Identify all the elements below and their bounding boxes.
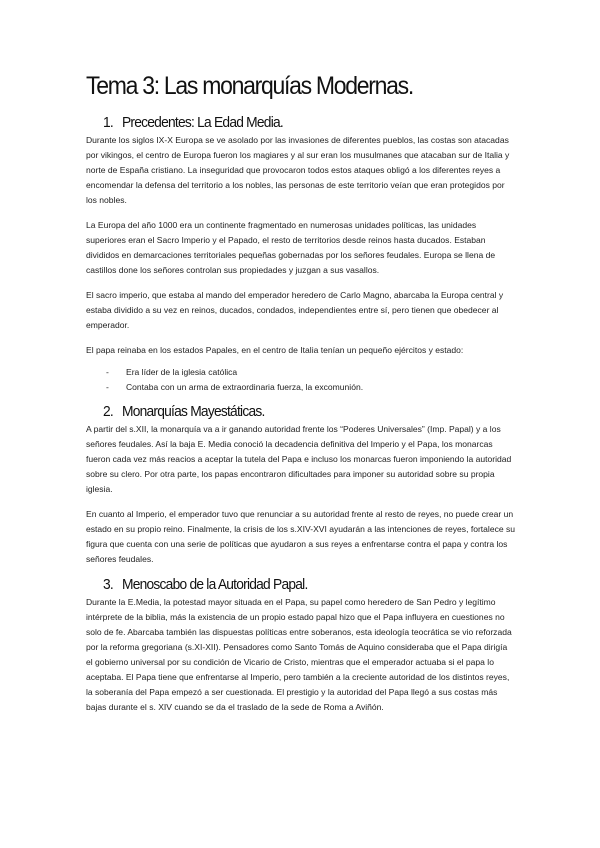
list-item — [106, 365, 515, 380]
paragraph: Durante los siglos IX-X Europa se ve asolado por las invasiones de diferentes pueblos, las costas son atacadas por vikingos, el centro de Europa fueron los magiares y al sur eran los musulmanes que atacaban sur de Italia y norte de España cristiano. La inseguridad que provocaron todos estos ataques obligó a los diferentes reyes a encomendar la defensa del territorio a los nobles, las personas de este territorio veían que eran protegidos por los nobles. — [86, 135, 510, 205]
list-item-text: Contaba con un arma de extraordinaria fuerza, la excomunión. — [126, 382, 364, 392]
section-heading — [103, 404, 494, 420]
section-number: 2. — [103, 404, 113, 420]
paragraph: En cuanto al Imperio, el emperador tuvo que renunciar a su autoridad frente al resto de reyes, no puede crear un estado en su propio reino. Finalmente, la crisis de los s.XIV-XVI ayudarán a las intenciones de reyes, fortalece su figura que cuenta con una serie de políticas que ayudaron a sus reyes a enfrentarse contra el papa y contra los señores feudales. — [86, 509, 516, 564]
section-precedentes — [86, 115, 515, 395]
section-monarquias — [86, 404, 515, 567]
section-title: Precedentes: La Edad Media. — [122, 115, 283, 131]
paragraph: El sacro imperio, que estaba al mando del emperador heredero de Carlo Magno, abarcaba la Europa central y estaba dividido a su vez en reinos, ducados, condados, independientes entre sí, pero tienen que obedecer al emperador. — [86, 290, 504, 330]
section-number: 3. — [103, 577, 113, 593]
section-title: Menoscabo de la Autoridad Papal. — [122, 577, 308, 593]
list-item-text: Era líder de la iglesia católica — [126, 367, 238, 377]
paragraph: A partir del s.XII, la monarquía va a ir ganando autoridad frente los “Poderes Universales” (Imp. Papal) y a los señores feudales. Así la baja E. Media conoció la decadencia definitiva del Imperio y el Papa, los monarcas fueron cada vez más reacios a aceptar la tutela del Papa e incluso los monarcas fueron imponiendo la autoridad sobre su clero. Por otra parte, los papas encontraron dificultades para imponer su autoridad sobre su propia iglesia. — [86, 424, 512, 494]
paragraph: Durante la E.Media, la potestad mayor situada en el Papa, su papel como heredero de San Pedro y legítimo intérprete de la biblia, más la existencia de un propio estado papal hizo que el Papa influyera en cuestiones no solo de fe. Abarcaba también las dispuestas políticas entre soberanos, esta ideología teocrática se vio reforzada por la reforma gregoriana (s.XI-XII). Pensadores como Santo Tomás de Aquino consideraba que el Papa dirigía el gobierno universal por su condición de Vicario de Cristo, mientras que el emperador actuaba si el papa lo aceptaba. El Papa tiene que enfrentarse al Imperio, pero también a la creciente autoridad de los distintos reyes, la soberanía del Papa empezó a ser cuestionada. El prestigio y la autoridad del Papa llegó a sus costas más bajas durante el s. XIV cuando se da el traslado de la sede de Roma a Aviñón. — [86, 597, 512, 712]
section-heading — [103, 115, 494, 131]
dash-bullet: - — [106, 382, 109, 392]
section-heading — [103, 577, 494, 593]
paragraph: La Europa del año 1000 era un continente fragmentado en numerosas unidades políticas, las unidades superiores eran el Sacro Imperio y el Papado, el resto de territorios desde reinos hasta ducados. Estaban divididos en demarcaciones territoriales pequeñas gobernadas por los señores feudales. Europa se llena de castillos done los señores controlan sus propiedades y juzgan a sus vasallos. — [86, 220, 496, 275]
section-autoridad-papal — [86, 577, 515, 715]
dash-bullet: - — [106, 367, 109, 377]
list-item — [106, 380, 515, 395]
page-title: Tema 3: Las monarquías Modernas. — [86, 72, 413, 100]
section-title: Monarquías Mayestáticas. — [122, 404, 265, 420]
bullet-list — [86, 365, 515, 395]
paragraph: El papa reinaba en los estados Papales, en el centro de Italia tenían un pequeño ejércitos y estado: — [86, 345, 464, 355]
section-number: 1. — [103, 115, 113, 131]
